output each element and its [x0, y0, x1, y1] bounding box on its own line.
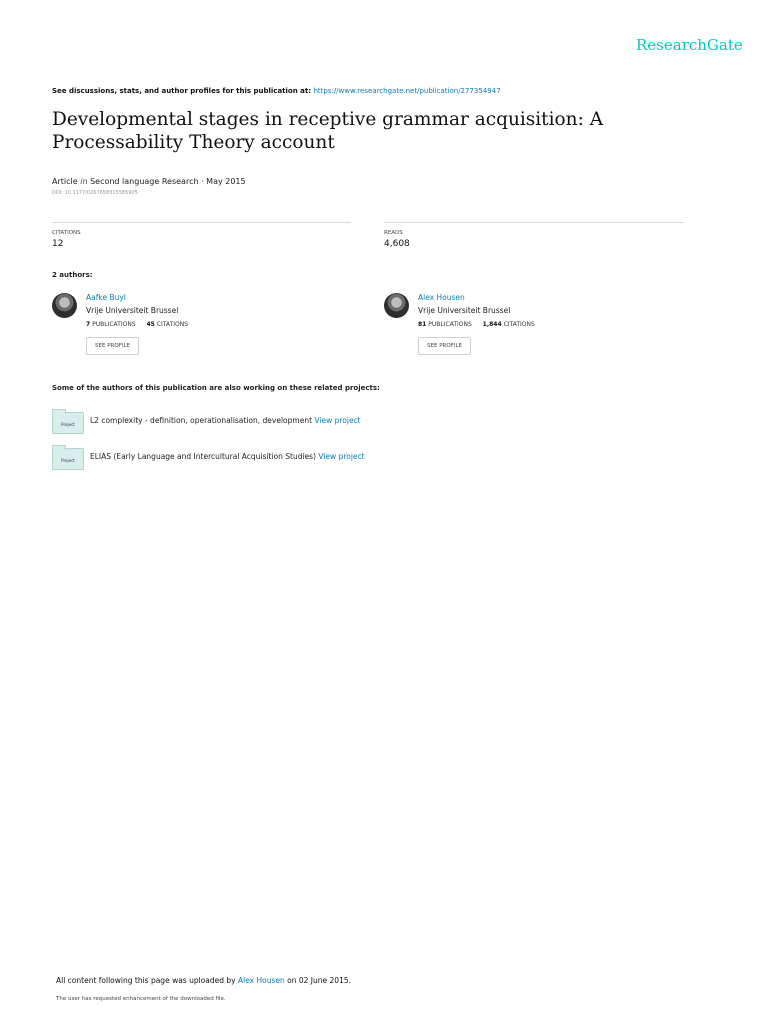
avatar[interactable]	[384, 293, 409, 318]
project-text	[90, 416, 361, 425]
divider-reads	[384, 222, 684, 223]
citations-count: 1,844	[482, 321, 502, 328]
publication-title: Developmental stages in receptive grammar acquisition: A Processability Theory account	[52, 109, 604, 153]
citations-label: CITATIONS	[156, 321, 189, 328]
publication-url-link[interactable]: https://www.researchgate.net/publication/277354947	[313, 87, 501, 95]
view-project-link[interactable]: View project	[318, 452, 365, 461]
see-profile-button[interactable]: SEE PROFILE	[86, 337, 139, 355]
author-stats	[418, 321, 535, 328]
enhancement-note: The user has requested enhancement of the downloaded file.	[56, 996, 226, 1002]
discussion-notice	[52, 87, 501, 95]
authors-heading: 2 authors:	[52, 271, 93, 279]
author-institution: Vrije Universiteit Brussel	[86, 306, 179, 315]
project-icon-label: Project	[61, 458, 75, 463]
reads-value: 4,608	[384, 239, 410, 249]
meta-in-word: in	[80, 177, 88, 186]
upload-prefix: All content following this page was uploaded by	[56, 976, 236, 985]
reads-label: READS	[384, 230, 403, 236]
publications-count: 81	[418, 321, 427, 328]
project-title: L2 complexity - definition, operationalisation, development	[90, 416, 313, 425]
author-name-link[interactable]: Aafke Buyl	[86, 293, 126, 302]
project-icon-label: Project	[61, 422, 75, 427]
project-folder-icon	[52, 448, 84, 470]
project-item	[52, 410, 512, 434]
project-text	[90, 452, 365, 461]
publication-type: Article	[52, 177, 78, 186]
citations-count: 45	[146, 321, 155, 328]
upload-suffix: on 02 June 2015.	[287, 976, 351, 985]
citations-label: CITATIONS	[503, 321, 535, 328]
author-card	[384, 292, 684, 356]
related-projects-heading: Some of the authors of this publication are also working on these related projects:	[52, 384, 380, 392]
uploader-link[interactable]: Alex Housen	[237, 976, 285, 985]
project-title: ELIAS (Early Language and Intercultural Acquisition Studies)	[90, 452, 316, 461]
author-stats	[86, 321, 188, 328]
citations-value: 12	[52, 239, 64, 249]
publications-label: PUBLICATIONS	[92, 321, 136, 328]
discussion-text: See discussions, stats, and author profiles for this publication at:	[52, 87, 312, 95]
publications-label: PUBLICATIONS	[428, 321, 472, 328]
project-folder-icon	[52, 412, 84, 434]
publication-meta	[52, 177, 246, 186]
author-card	[52, 292, 352, 356]
publications-count: 7	[86, 321, 91, 328]
author-name-link[interactable]: Alex Housen	[418, 293, 465, 302]
project-item	[52, 446, 512, 470]
divider-citations	[52, 222, 351, 223]
see-profile-button[interactable]: SEE PROFILE	[418, 337, 471, 355]
avatar[interactable]	[52, 293, 77, 318]
researchgate-logo[interactable]: ResearchGate	[636, 36, 743, 54]
journal-date: Second language Research · May 2015	[90, 177, 246, 186]
upload-notice	[56, 976, 351, 985]
citations-label: CITATIONS	[52, 230, 81, 236]
doi-text: DOI: 10.1177/0267658315585905	[52, 190, 138, 196]
view-project-link[interactable]: View project	[314, 416, 361, 425]
author-institution: Vrije Universiteit Brussel	[418, 306, 511, 315]
